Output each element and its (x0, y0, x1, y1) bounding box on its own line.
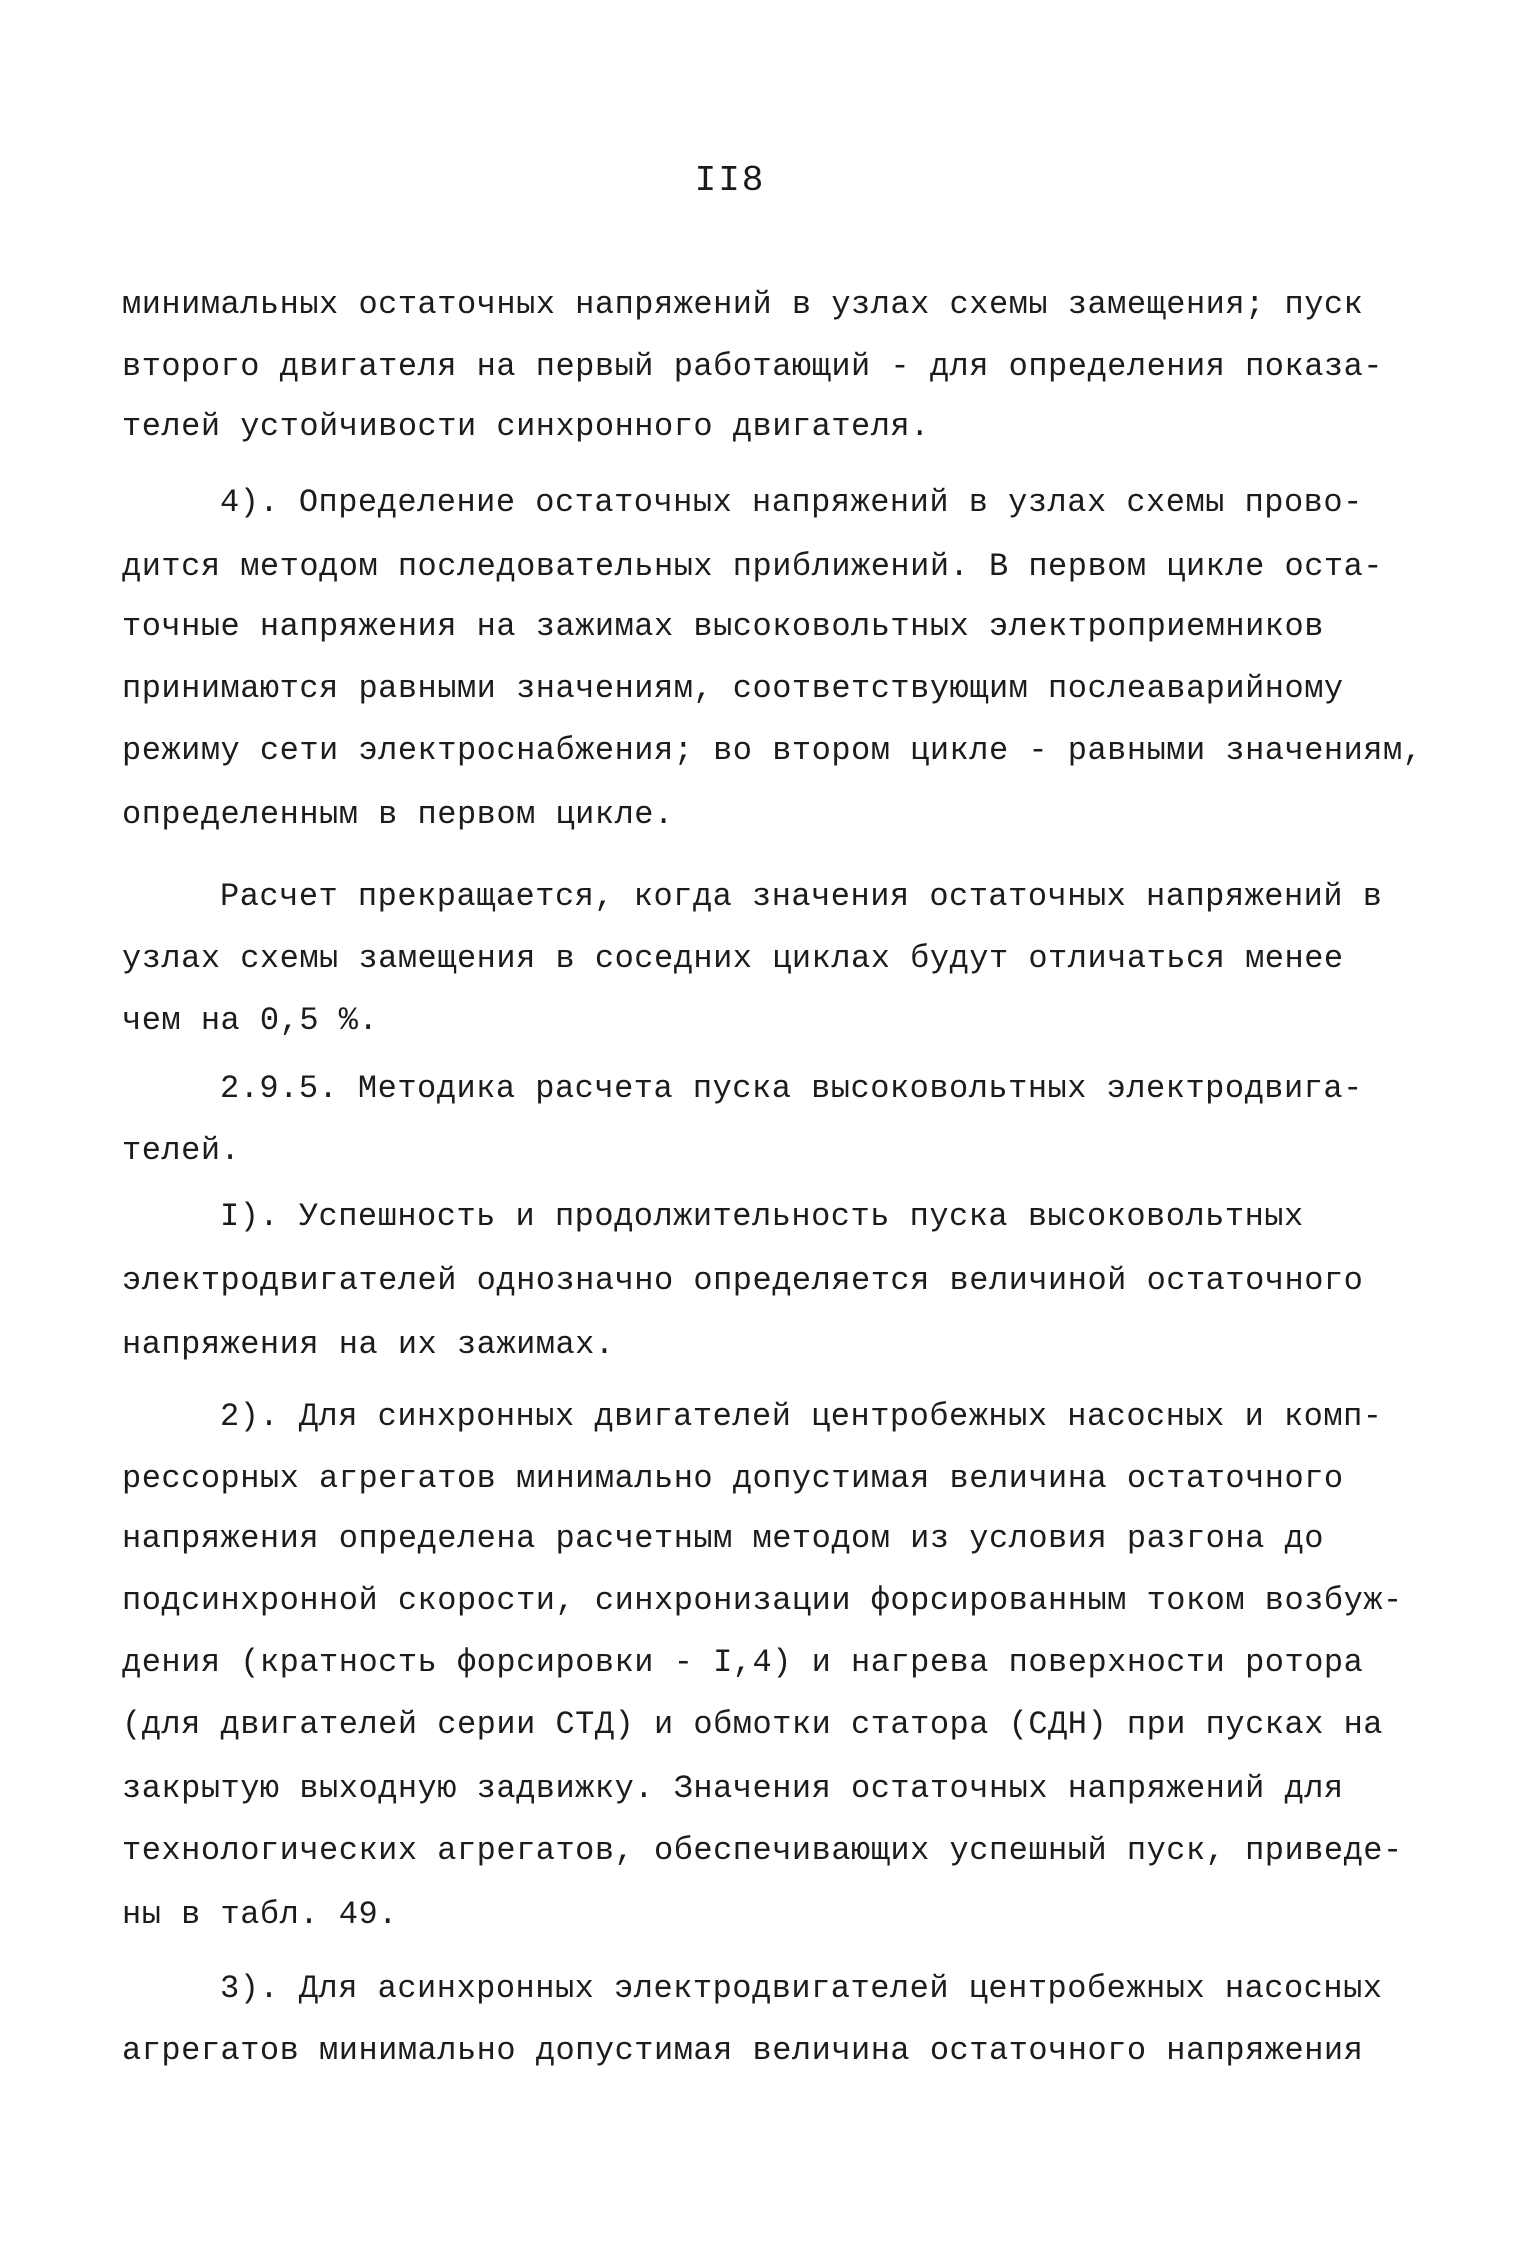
text-line: чем на 0,5 %. (122, 1002, 379, 1039)
text-line: определенным в первом цикле. (122, 796, 674, 833)
text-line: дится методом последовательных приближений. В первом цикле оста- (122, 548, 1383, 585)
text-line: принимаются равными значениям, соответствующим послеаварийному (122, 670, 1344, 707)
text-line: электродвигателей однозначно определяется величиной остаточного (122, 1262, 1364, 1299)
text-line: напряжения определена расчетным методом из условия разгона до (122, 1520, 1324, 1557)
text-line: телей. (122, 1132, 241, 1169)
text-line: телей устойчивости синхронного двигателя. (122, 408, 930, 445)
text-line: ны в табл. 49. (122, 1896, 398, 1933)
text-line: рессорных агрегатов минимально допустимая величина остаточного (122, 1460, 1344, 1497)
text-line: 4). Определение остаточных напряжений в узлах схемы прово- (220, 484, 1363, 521)
page-number: II8 (694, 160, 766, 201)
text-line: минимальных остаточных напряжений в узлах схемы замещения; пуск (122, 286, 1364, 323)
text-line: узлах схемы замещения в соседних циклах будут отличаться менее (122, 940, 1344, 977)
text-line: 3). Для асинхронных электродвигателей центробежных насосных (220, 1970, 1383, 2007)
text-line: закрытую выходную задвижку. Значения остаточных напряжений для (122, 1770, 1344, 1807)
text-line: подсинхронной скорости, синхронизации форсированным током возбуж- (122, 1582, 1403, 1619)
text-line: I). Успешность и продолжительность пуска высоковольтных (220, 1198, 1304, 1235)
text-line: агрегатов минимально допустимая величина остаточного напряжения (122, 2032, 1364, 2069)
text-line: дения (кратность форсировки - I,4) и нагрева поверхности ротора (122, 1644, 1364, 1681)
text-line: (для двигателей серии СТД) и обмотки статора (СДН) при пусках на (122, 1706, 1383, 1743)
text-line: Расчет прекращается, когда значения остаточных напряжений в (220, 878, 1383, 915)
text-line: точные напряжения на зажимах высоковольтных электроприемников (122, 608, 1324, 645)
text-line: второго двигателя на первый работающий - для определения показа- (122, 348, 1383, 385)
text-line: напряжения на их зажимах. (122, 1326, 615, 1363)
text-line: режиму сети электроснабжения; во втором цикле - равными значениям, (122, 732, 1423, 769)
text-line: 2). Для синхронных двигателей центробежных насосных и комп- (220, 1398, 1383, 1435)
text-line: технологических агрегатов, обеспечивающих успешный пуск, приведе- (122, 1832, 1403, 1869)
text-line: 2.9.5. Методика расчета пуска высоковольтных электродвига- (220, 1070, 1363, 1107)
